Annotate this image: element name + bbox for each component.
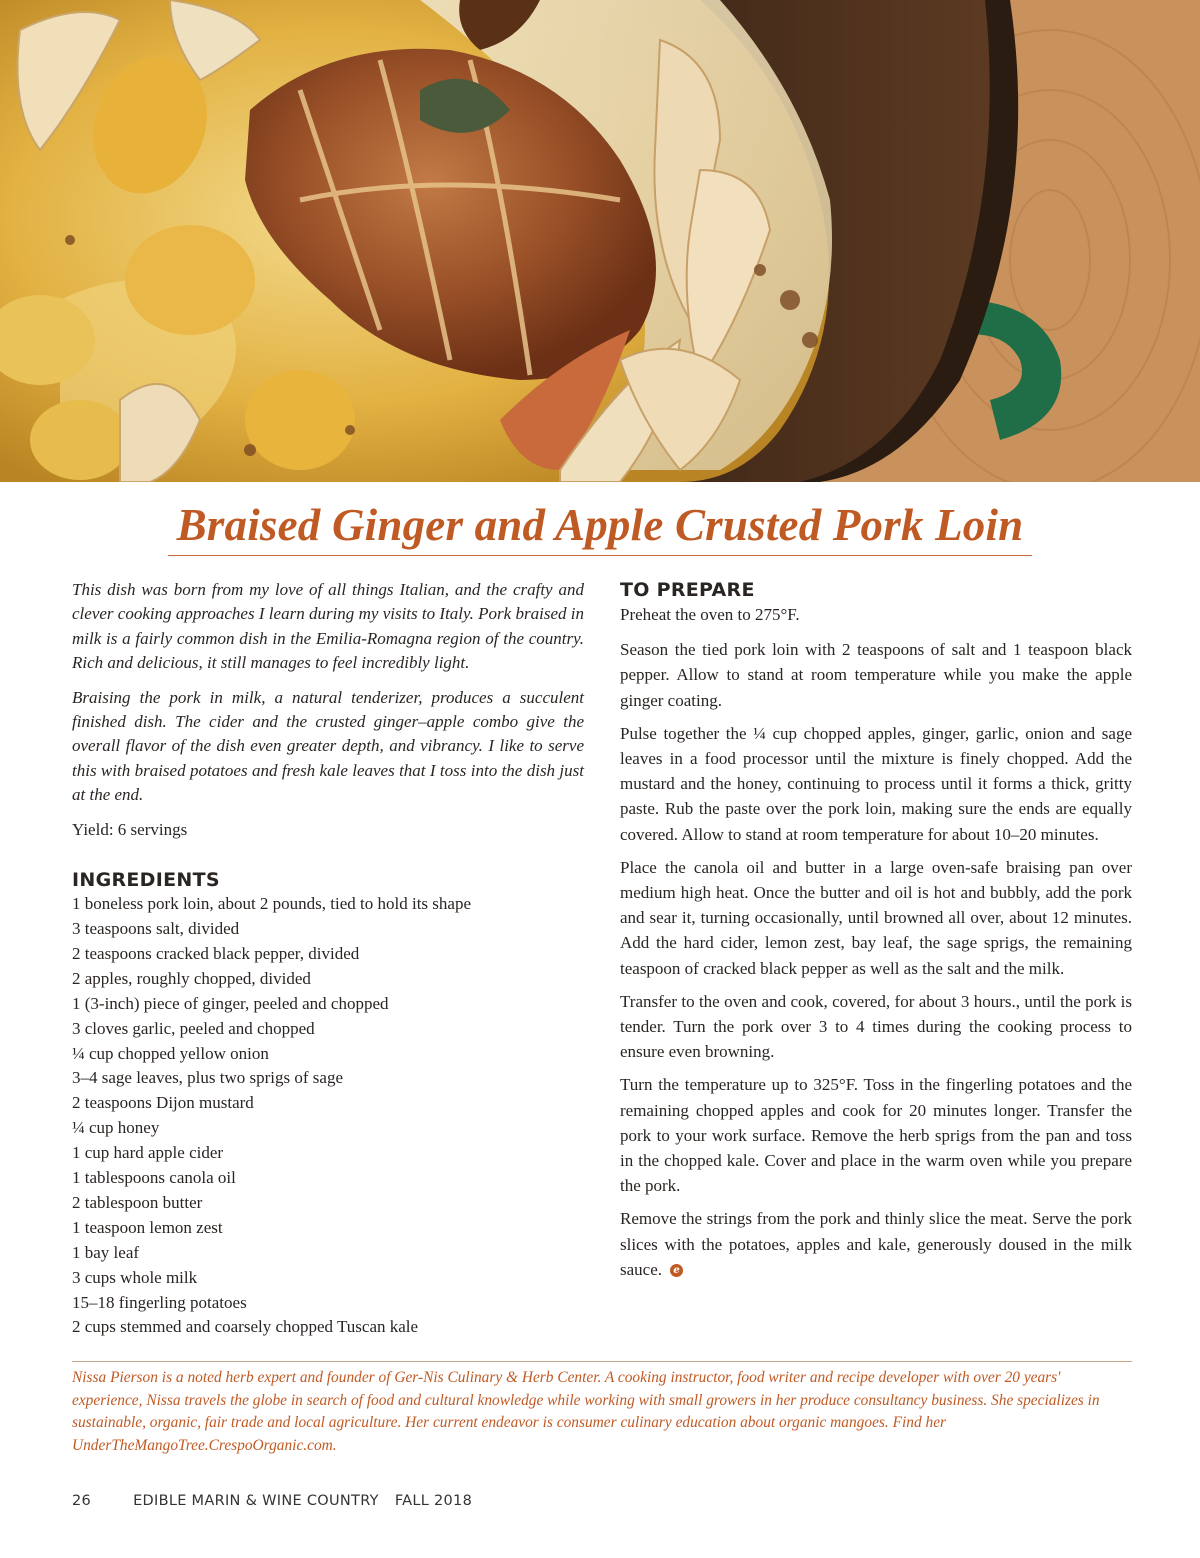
intro-paragraph: This dish was born from my love of all things Italian, and the crafty and clever cooking approaches I learn during my visits to Italy. Pork braised in milk is a fairly common dish in the Emilia-Romagna region of the country. Rich and delicious, it still manages to feel incredibly light. bbox=[72, 580, 584, 673]
ingredient-item: 2 cups stemmed and coarsely chopped Tuscan kale bbox=[72, 1317, 419, 1337]
ingredient-item: 2 tablespoon butter bbox=[72, 1192, 203, 1212]
ingredient-item: 3 cloves garlic, peeled and chopped bbox=[72, 1018, 315, 1038]
recipe-photo bbox=[0, 0, 1200, 482]
ingredients-heading: INGREDIENTS bbox=[72, 869, 220, 892]
bio-divider bbox=[72, 1361, 1132, 1362]
ingredient-item: 1 bay leaf bbox=[72, 1242, 140, 1262]
left-column bbox=[72, 578, 584, 1340]
intro-paragraph: Braising the pork in milk, a natural tenderizer, produces a succulent finished dish. The cider and the crusted ginger–apple combo give the overall flavor of the dish even greater depth, and vibrancy. I like to serve this with braised potatoes and fresh kale leaves that I toss into the dish just at the end. bbox=[72, 687, 584, 805]
ingredient-item: 15–18 fingerling potatoes bbox=[72, 1292, 247, 1312]
step-text: Remove the strings from the pork and thinly slice the meat. Serve the pork slices with the potatoes, apples and kale, generously doused in the milk sauce. bbox=[620, 1209, 1132, 1279]
ingredient-item: ¼ cup honey bbox=[72, 1118, 160, 1138]
ingredient-item: 1 (3-inch) piece of ginger, peeled and chopped bbox=[72, 993, 389, 1013]
step-paragraph: Place the canola oil and butter in a large oven-safe braising pan over medium high heat. Once the butter and oil is hot and bubbly, add the pork and sear it, turning occasionally, until browned all over, about 12 minutes. Add the hard cider, lemon zest, bay leaf, the sage sprigs, the remaining teaspoon of cracked black pepper as well as the salt and the milk. bbox=[620, 857, 1132, 978]
recipe-intro bbox=[72, 578, 584, 808]
page-number: 26 bbox=[72, 1493, 92, 1509]
recipe-yield: Yield: 6 servings bbox=[72, 819, 188, 839]
ingredient-item: 3 teaspoons salt, divided bbox=[72, 918, 240, 938]
step-paragraph: Turn the temperature up to 325°F. Toss in the fingerling potatoes and the remaining chopped apples and cook for 20 minutes longer. Transfer the pork to your work surface. Remove the herb sprigs from the pan and toss in the chopped kale. Cover and place in the warm oven while you prepare the pork. bbox=[620, 1075, 1132, 1196]
recipe-title: Braised Ginger and Apple Crusted Pork Loin bbox=[176, 500, 1024, 550]
preparation-steps bbox=[620, 602, 1132, 1282]
ingredient-item: ¼ cup chopped yellow onion bbox=[72, 1043, 269, 1063]
ingredients-list bbox=[72, 892, 584, 1340]
step-paragraph: Preheat the oven to 275°F. bbox=[620, 605, 800, 624]
ingredient-item: 2 apples, roughly chopped, divided bbox=[72, 968, 311, 988]
ingredient-item: 1 cup hard apple cider bbox=[72, 1143, 224, 1163]
page-footer bbox=[72, 1493, 472, 1509]
step-paragraph: Pulse together the ¼ cup chopped apples, ginger, garlic, onion and sage leaves in a food processor until the mixture is finely chopped. Add the mustard and the honey, continuing to process until it forms a thick, gritty paste. Rub the paste over the pork loin, making sure the ends are equally covered. Allow to stand at room temperature for about 10–20 minutes. bbox=[620, 723, 1132, 844]
ingredient-item: 2 teaspoons cracked black pepper, divided bbox=[72, 943, 360, 963]
ingredient-item: 3 cups whole milk bbox=[72, 1267, 198, 1287]
title-divider bbox=[168, 555, 1032, 556]
author-bio: Nissa Pierson is a noted herb expert and founder of Ger-Nis Culinary & Herb Center. A cooking instructor, food writer and recipe developer with over 20 years' experience, Nissa travels the globe in search of food and cultural knowledge while working with small growers in her produce consultancy business. She specializes in sustainable, organic, fair trade and local agriculture. Her current endeavor is consumer culinary education about organic mangoes. Find her UnderTheMangoTree.CrespoOrganic.com. bbox=[72, 1369, 1100, 1454]
ingredient-item: 3–4 sage leaves, plus two sprigs of sage bbox=[72, 1068, 344, 1088]
step-paragraph: Season the tied pork loin with 2 teaspoons of salt and 1 teaspoon black pepper. Allow to stand at room temperature while you make the apple ginger coating. bbox=[620, 640, 1132, 710]
right-column bbox=[620, 578, 1132, 1290]
ingredient-item: 2 teaspoons Dijon mustard bbox=[72, 1093, 254, 1113]
edible-logo-icon: e bbox=[670, 1264, 683, 1277]
step-paragraph: Transfer to the oven and cook, covered, for about 3 hours., until the pork is tender. Turn the pork over 3 to 4 times during the cooking process to ensure even browning. bbox=[620, 991, 1132, 1062]
issue-date: FALL 2018 bbox=[394, 1493, 473, 1509]
ingredient-item: 1 teaspoon lemon zest bbox=[72, 1217, 223, 1237]
ingredient-item: 1 tablespoons canola oil bbox=[72, 1168, 236, 1188]
publication-name: EDIBLE MARIN & WINE COUNTRY bbox=[133, 1493, 379, 1509]
prepare-heading: TO PREPARE bbox=[620, 579, 755, 601]
ingredient-item: 1 boneless pork loin, about 2 pounds, tied to hold its shape bbox=[72, 894, 471, 914]
step-paragraph-final bbox=[620, 1206, 1132, 1282]
